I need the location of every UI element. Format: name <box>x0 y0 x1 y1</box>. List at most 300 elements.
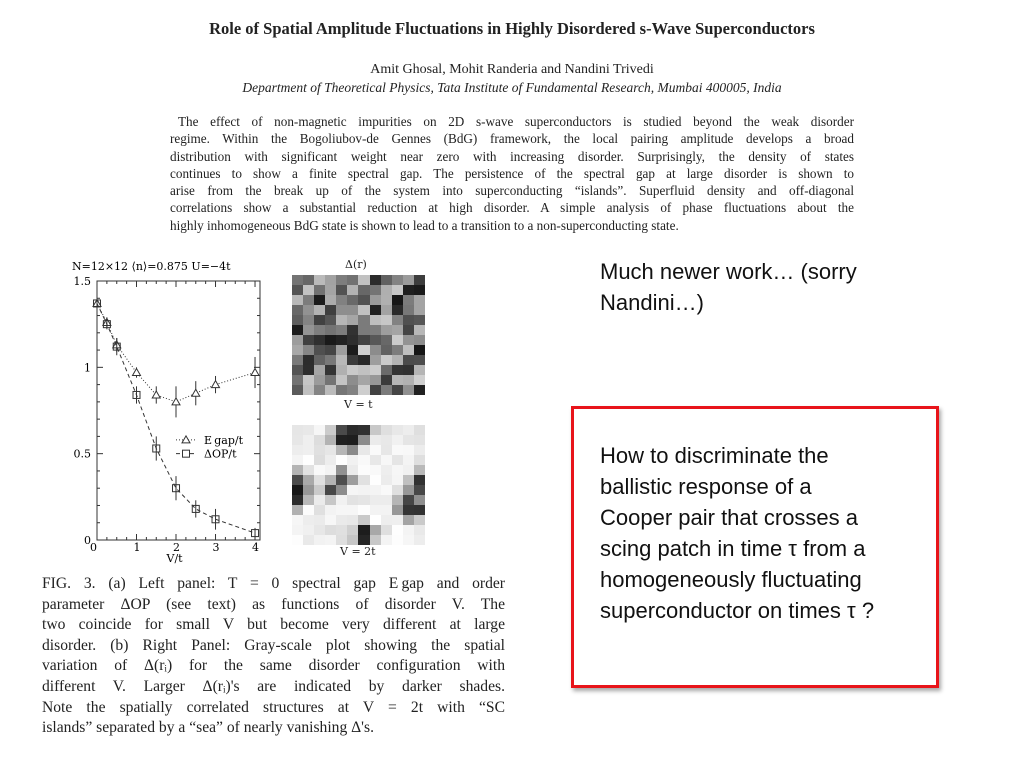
grayscale-cell <box>292 445 303 455</box>
grayscale-label-v-2t: V = 2t <box>340 545 376 558</box>
triangle-marker <box>251 369 259 376</box>
grayscale-cell <box>325 345 336 355</box>
x-axis-label: V/t <box>166 552 183 565</box>
grayscale-cell <box>303 385 314 395</box>
grayscale-cell <box>292 515 303 525</box>
grayscale-cell <box>403 445 414 455</box>
slide-note <box>600 256 857 318</box>
grayscale-cell <box>325 365 336 375</box>
grayscale-cell <box>303 485 314 495</box>
triangle-marker <box>212 381 220 388</box>
grayscale-cell <box>347 455 358 465</box>
grayscale-cell <box>370 365 381 375</box>
grayscale-cell <box>414 535 425 545</box>
grayscale-cell <box>325 355 336 365</box>
x-tick-label: 2 <box>173 541 181 554</box>
gap-vs-disorder-chart <box>60 255 285 565</box>
chart-title: N=12×12 ⟨n⟩=0.875 U=−4t <box>72 260 231 273</box>
grayscale-cell <box>325 435 336 445</box>
grayscale-cell <box>381 445 392 455</box>
grayscale-cell <box>358 345 369 355</box>
grayscale-cell <box>303 335 314 345</box>
grayscale-cell <box>403 475 414 485</box>
grayscale-cell <box>347 535 358 545</box>
grayscale-cell <box>292 285 303 295</box>
grayscale-cell <box>325 535 336 545</box>
caption-line: two coincide for small V but become very different at large <box>42 616 505 634</box>
grayscale-cell <box>392 375 403 385</box>
y-tick-label: 1.5 <box>73 275 91 288</box>
grayscale-cell <box>336 365 347 375</box>
grayscale-cell <box>370 445 381 455</box>
grayscale-cell <box>314 505 325 515</box>
grayscale-cell <box>336 455 347 465</box>
grayscale-cell <box>303 315 314 325</box>
grayscale-cell <box>381 375 392 385</box>
grayscale-cell <box>358 525 369 535</box>
grayscale-cell <box>403 365 414 375</box>
grayscale-cell <box>292 435 303 445</box>
grayscale-cell <box>414 465 425 475</box>
grayscale-cell <box>314 325 325 335</box>
grayscale-cell <box>303 525 314 535</box>
grayscale-cell <box>414 325 425 335</box>
grayscale-cell <box>358 485 369 495</box>
grayscale-cell <box>358 335 369 345</box>
grayscale-cell <box>403 375 414 385</box>
legend-label: E gap/t <box>204 433 243 447</box>
question-line: How to discriminate the <box>600 443 829 468</box>
grayscale-cell <box>392 385 403 395</box>
grayscale-cell <box>314 495 325 505</box>
grayscale-cell <box>336 525 347 535</box>
grayscale-cell <box>303 495 314 505</box>
grayscale-cell <box>314 285 325 295</box>
grayscale-cell <box>403 295 414 305</box>
grayscale-cell <box>292 505 303 515</box>
grayscale-cell <box>347 365 358 375</box>
grayscale-cell <box>336 535 347 545</box>
legend-marker <box>183 450 190 457</box>
question-line: scing patch in time τ from a <box>600 536 866 561</box>
grayscale-cell <box>358 275 369 285</box>
grayscale-cell <box>358 305 369 315</box>
grayscale-cell <box>303 325 314 335</box>
grayscale-cell <box>314 355 325 365</box>
grayscale-map-v-t <box>292 275 425 395</box>
grayscale-cell <box>403 305 414 315</box>
grayscale-cell <box>325 325 336 335</box>
grayscale-cell <box>292 525 303 535</box>
grayscale-cell <box>292 385 303 395</box>
abstract-line: distribution with significant weight near zero with increasing disorder. Surprisingly, the density of states <box>170 148 854 164</box>
grayscale-cell <box>314 435 325 445</box>
grayscale-cell <box>336 275 347 285</box>
note-line: Nandini…) <box>600 290 704 315</box>
grayscale-cell <box>381 535 392 545</box>
grayscale-cell <box>358 385 369 395</box>
x-tick-label: 3 <box>212 541 220 554</box>
grayscale-cell <box>358 425 369 435</box>
y-tick-label: 0 <box>84 534 91 547</box>
grayscale-cell <box>303 285 314 295</box>
grayscale-cell <box>381 345 392 355</box>
grayscale-cell <box>370 455 381 465</box>
grayscale-cell <box>303 345 314 355</box>
grayscale-cell <box>347 275 358 285</box>
question-line: homogeneously fluctuating <box>600 567 862 592</box>
paper-abstract <box>170 113 854 234</box>
grayscale-cell <box>314 485 325 495</box>
grayscale-cell <box>370 515 381 525</box>
grayscale-cell <box>336 445 347 455</box>
grayscale-cell <box>314 335 325 345</box>
grayscale-cell <box>403 525 414 535</box>
grayscale-cell <box>381 495 392 505</box>
caption-line: variation of Δ(rᵢ) for the same disorder configuration with <box>42 657 505 675</box>
grayscale-cell <box>325 475 336 485</box>
grayscale-cell <box>347 525 358 535</box>
x-tick-label: 0 <box>90 541 97 554</box>
grayscale-cell <box>370 275 381 285</box>
grayscale-cell <box>325 425 336 435</box>
grayscale-cell <box>414 335 425 345</box>
grayscale-cell <box>292 365 303 375</box>
grayscale-cell <box>336 375 347 385</box>
grayscale-cell <box>392 475 403 485</box>
grayscale-cell <box>303 455 314 465</box>
grayscale-cell <box>314 515 325 525</box>
grayscale-cell <box>381 285 392 295</box>
grayscale-cell <box>381 275 392 285</box>
grayscale-cell <box>370 335 381 345</box>
grayscale-cell <box>325 495 336 505</box>
grayscale-cell <box>381 525 392 535</box>
grayscale-cell <box>414 275 425 285</box>
grayscale-cell <box>358 535 369 545</box>
grayscale-cell <box>392 345 403 355</box>
grayscale-cell <box>347 335 358 345</box>
grayscale-cell <box>347 385 358 395</box>
grayscale-cell <box>314 305 325 315</box>
grayscale-cell <box>325 305 336 315</box>
grayscale-cell <box>325 295 336 305</box>
grayscale-cell <box>392 435 403 445</box>
grayscale-cell <box>292 315 303 325</box>
grayscale-cell <box>347 465 358 475</box>
grayscale-cell <box>292 355 303 365</box>
grayscale-cell <box>336 435 347 445</box>
grayscale-cell <box>292 495 303 505</box>
grayscale-cell <box>381 475 392 485</box>
grayscale-cell <box>414 365 425 375</box>
grayscale-cell <box>414 345 425 355</box>
grayscale-cell <box>347 315 358 325</box>
grayscale-cell <box>347 285 358 295</box>
grayscale-cell <box>292 425 303 435</box>
grayscale-cell <box>381 305 392 315</box>
legend-label: ΔOP/t <box>204 447 237 461</box>
abstract-line: arise from the break up of the system into superconducting “islands”. Superfluid density and off-diagonal <box>170 183 854 199</box>
figure-caption <box>42 574 505 739</box>
grayscale-cell <box>414 525 425 535</box>
grayscale-cell <box>403 515 414 525</box>
grayscale-cell <box>303 355 314 365</box>
caption-line: disorder. (b) Right Panel: Gray-scale plot showing the spatial <box>42 636 505 654</box>
grayscale-cell <box>392 525 403 535</box>
grayscale-cell <box>336 335 347 345</box>
grayscale-cell <box>403 275 414 285</box>
grayscale-cell <box>314 445 325 455</box>
grayscale-cell <box>347 505 358 515</box>
grayscale-title: Δ(r) <box>345 258 367 271</box>
grayscale-cell <box>381 355 392 365</box>
grayscale-cell <box>336 345 347 355</box>
grayscale-cell <box>303 365 314 375</box>
grayscale-cell <box>325 465 336 475</box>
grayscale-cell <box>325 375 336 385</box>
grayscale-cell <box>336 295 347 305</box>
grayscale-cell <box>336 325 347 335</box>
grayscale-cell <box>336 475 347 485</box>
grayscale-cell <box>358 315 369 325</box>
grayscale-cell <box>336 515 347 525</box>
abstract-line: The effect of non-magnetic impurities on 2D s-wave superconductors is studied beyond the weak disorder <box>178 114 854 129</box>
caption-line: FIG. 3. (a) Left panel: T = 0 spectral gap E gap and order <box>42 575 505 592</box>
grayscale-cell <box>414 495 425 505</box>
grayscale-cell <box>403 485 414 495</box>
grayscale-cell <box>403 455 414 465</box>
grayscale-cell <box>414 315 425 325</box>
grayscale-cell <box>370 345 381 355</box>
grayscale-cell <box>370 525 381 535</box>
grayscale-cell <box>392 355 403 365</box>
grayscale-cell <box>358 475 369 485</box>
abstract-line: regime. Within the Bogoliubov-de Gennes (BdG) framework, the local pairing amplitude develops a broad <box>170 131 854 147</box>
paper-affiliation: Department of Theoretical Physics, Tata Institute of Fundamental Research, Mumbai 400005, India <box>242 80 782 95</box>
grayscale-cell <box>303 275 314 285</box>
caption-line: Note the spatially correlated structures at V = 2t with “SC <box>42 698 505 716</box>
grayscale-cell <box>336 315 347 325</box>
grayscale-cell <box>314 425 325 435</box>
grayscale-cell <box>325 455 336 465</box>
grayscale-cell <box>403 355 414 365</box>
grayscale-cell <box>403 285 414 295</box>
grayscale-cell <box>392 535 403 545</box>
grayscale-cell <box>314 535 325 545</box>
grayscale-cell <box>347 425 358 435</box>
grayscale-cell <box>370 435 381 445</box>
grayscale-cell <box>381 365 392 375</box>
grayscale-cell <box>403 435 414 445</box>
grayscale-cell <box>292 335 303 345</box>
grayscale-cell <box>336 505 347 515</box>
grayscale-cell <box>392 505 403 515</box>
grayscale-cell <box>314 295 325 305</box>
grayscale-cell <box>370 295 381 305</box>
grayscale-cell <box>336 425 347 435</box>
abstract-line: continues to show a finite spectral gap. The persistence of the spectral gap at large disorder is shown to <box>170 165 854 181</box>
grayscale-cell <box>347 295 358 305</box>
note-line: Much newer work… (sorry <box>600 259 857 284</box>
grayscale-cell <box>325 385 336 395</box>
grayscale-cell <box>370 375 381 385</box>
grayscale-cell <box>336 305 347 315</box>
grayscale-cell <box>392 485 403 495</box>
grayscale-cell <box>414 505 425 515</box>
grayscale-cell <box>370 465 381 475</box>
grayscale-cell <box>303 475 314 485</box>
grayscale-cell <box>292 485 303 495</box>
paper-authors: Amit Ghosal, Mohit Randeria and Nandini Trivedi <box>370 62 654 77</box>
grayscale-cell <box>292 475 303 485</box>
triangle-marker <box>172 398 180 405</box>
grayscale-cell <box>370 385 381 395</box>
grayscale-cell <box>414 445 425 455</box>
grayscale-cell <box>303 435 314 445</box>
grayscale-cell <box>414 435 425 445</box>
grayscale-cell <box>303 305 314 315</box>
grayscale-cell <box>358 285 369 295</box>
grayscale-cell <box>392 295 403 305</box>
grayscale-cell <box>403 425 414 435</box>
grayscale-cell <box>381 485 392 495</box>
grayscale-cell <box>381 435 392 445</box>
grayscale-cell <box>370 315 381 325</box>
grayscale-cell <box>403 325 414 335</box>
grayscale-cell <box>292 305 303 315</box>
grayscale-cell <box>347 325 358 335</box>
grayscale-cell <box>414 385 425 395</box>
y-tick-label: 0.5 <box>73 447 91 461</box>
grayscale-cell <box>392 425 403 435</box>
grayscale-cell <box>414 375 425 385</box>
grayscale-cell <box>325 485 336 495</box>
grayscale-cell <box>336 285 347 295</box>
grayscale-cell <box>414 305 425 315</box>
x-tick-label: 4 <box>252 541 260 554</box>
plot-frame <box>97 281 260 540</box>
triangle-marker <box>133 369 141 376</box>
grayscale-cell <box>314 345 325 355</box>
grayscale-cell <box>358 435 369 445</box>
y-tick-label: 1 <box>84 361 91 375</box>
grayscale-cell <box>370 285 381 295</box>
grayscale-cell <box>314 475 325 485</box>
grayscale-cell <box>292 275 303 285</box>
grayscale-cell <box>347 345 358 355</box>
grayscale-cell <box>392 335 403 345</box>
grayscale-cell <box>370 355 381 365</box>
grayscale-cell <box>303 535 314 545</box>
grayscale-cell <box>370 535 381 545</box>
caption-line: different V. Larger Δ(rᵢ)'s are indicated by darker shades. <box>42 677 505 695</box>
grayscale-cell <box>347 495 358 505</box>
grayscale-cell <box>414 515 425 525</box>
grayscale-cell <box>358 325 369 335</box>
grayscale-cell <box>381 385 392 395</box>
grayscale-cell <box>414 295 425 305</box>
grayscale-cell <box>392 465 403 475</box>
grayscale-cell <box>336 485 347 495</box>
grayscale-cell <box>358 505 369 515</box>
grayscale-cell <box>414 355 425 365</box>
grayscale-cell <box>403 335 414 345</box>
caption-line: parameter ΔOP (see text) as functions of disorder V. The <box>42 595 505 613</box>
grayscale-cell <box>381 455 392 465</box>
grayscale-cell <box>358 445 369 455</box>
grayscale-cell <box>325 315 336 325</box>
grayscale-cell <box>347 485 358 495</box>
grayscale-cell <box>336 495 347 505</box>
grayscale-cell <box>336 465 347 475</box>
grayscale-cell <box>403 535 414 545</box>
grayscale-cell <box>358 375 369 385</box>
question-line: ballistic response of a <box>600 474 812 499</box>
paper-title: Role of Spatial Amplitude Fluctuations in Highly Disordered s-Wave Superconductors <box>209 19 815 38</box>
grayscale-cell <box>292 345 303 355</box>
grayscale-cell <box>414 285 425 295</box>
grayscale-cell <box>336 355 347 365</box>
grayscale-cell <box>347 305 358 315</box>
grayscale-cell <box>392 455 403 465</box>
grayscale-cell <box>303 445 314 455</box>
grayscale-cell <box>403 315 414 325</box>
grayscale-cell <box>325 275 336 285</box>
grayscale-cell <box>314 315 325 325</box>
grayscale-cell <box>414 485 425 495</box>
grayscale-cell <box>303 375 314 385</box>
grayscale-cell <box>392 495 403 505</box>
abstract-line: highly inhomogeneous BdG state is shown to lead to a transition to a non-superconducting state. <box>170 217 679 233</box>
grayscale-cell <box>381 425 392 435</box>
grayscale-cell <box>403 505 414 515</box>
grayscale-cell <box>403 385 414 395</box>
grayscale-cell <box>392 445 403 455</box>
grayscale-cell <box>292 465 303 475</box>
grayscale-cell <box>292 375 303 385</box>
grayscale-cell <box>358 515 369 525</box>
grayscale-cell <box>381 505 392 515</box>
grayscale-cell <box>358 495 369 505</box>
question-line: superconductor on times τ ? <box>600 598 875 623</box>
grayscale-cell <box>392 305 403 315</box>
grayscale-cell <box>403 345 414 355</box>
grayscale-cell <box>370 425 381 435</box>
grayscale-cell <box>347 355 358 365</box>
abstract-line: correlations show a substantial reduction at high disorder. A simple analysis of phase fluctuations about the <box>170 200 854 216</box>
grayscale-cell <box>347 435 358 445</box>
grayscale-cell <box>358 355 369 365</box>
grayscale-cell <box>381 515 392 525</box>
grayscale-cell <box>314 385 325 395</box>
grayscale-label-v-t: V = t <box>344 398 373 411</box>
grayscale-cell <box>325 285 336 295</box>
grayscale-cell <box>381 295 392 305</box>
grayscale-cell <box>292 535 303 545</box>
grayscale-cell <box>303 505 314 515</box>
grayscale-cell <box>358 295 369 305</box>
grayscale-cell <box>392 275 403 285</box>
grayscale-cell <box>292 455 303 465</box>
grayscale-cell <box>370 475 381 485</box>
grayscale-cell <box>381 465 392 475</box>
grayscale-cell <box>314 465 325 475</box>
grayscale-cell <box>314 525 325 535</box>
grayscale-cell <box>358 465 369 475</box>
grayscale-cell <box>347 515 358 525</box>
grayscale-cell <box>403 495 414 505</box>
